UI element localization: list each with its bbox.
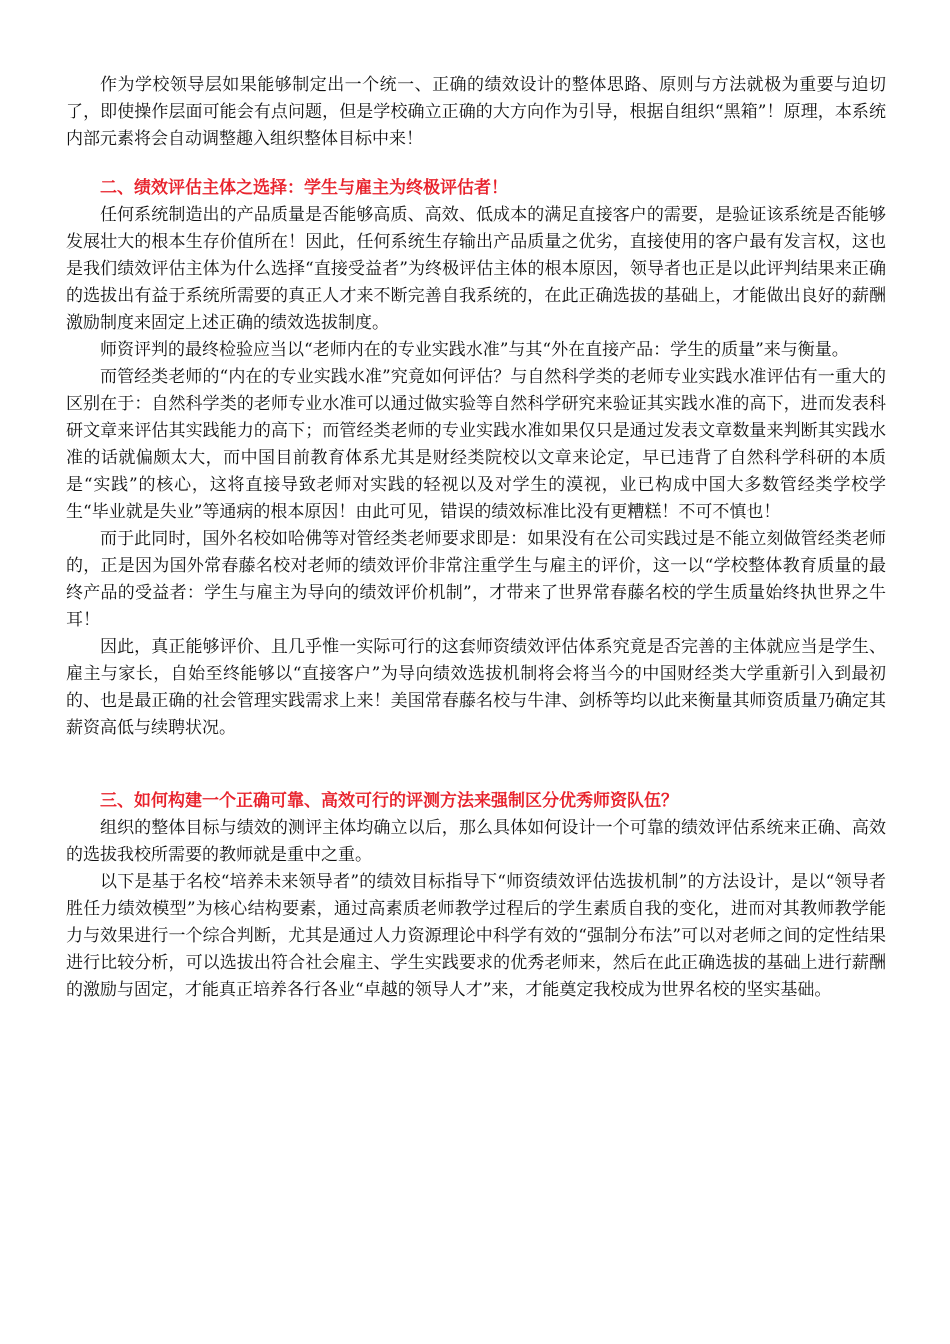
intro-paragraph: 作为学校领导层如果能够制定出一个统一、正确的绩效设计的整体思路、原则与方法就极为重要与迫切了，即使操作层面可能会有点问题，但是学校确立正确的大方向作为引导，根据自组织“黑箱”！原理，本系统内部元素将会自动调整趣入组织整体目标中来！ [66,75,886,149]
section-3-heading: 三、如何构建一个正确可靠、高效可行的评测方法来强制区分优秀师资队伍？ [100,791,678,811]
spacer [66,742,886,788]
section-2-paragraph-2: 师资评判的最终检验应当以“老师内在的专业实践水准”与其“外在直接产品：学生的质量”来与衡量。 [100,340,849,360]
section-2-paragraph-1: 任何系统制造出的产品质量是否能够高质、高效、低成本的满足直接客户的需要，是验证该系统是否能够发展壮大的根本生存价值所在！因此，任何系统生存输出产品质量之优劣，直接使用的客户最有发言权，这也是我们绩效评估主体为什么选择“直接受益者”为终极评估主体的根本原因，领导者也正是以此评判结果来正确的选拔出有益于系统所需要的真正人才来不断完善自我系统的，在此正确选拔的基础上，才能做出良好的薪酬激励制度来固定上述正确的绩效选拔制度。 [66,205,886,333]
section-2-paragraph-5: 因此，真正能够评价、且几乎惟一实际可行的这套师资绩效评估体系究竟是否完善的主体就应当是学生、雇主与家长，自始至终能够以“直接客户”为导向绩效选拔机制将会将当今的中国财经类大学重新引入到最初的、也是最正确的社会管理实践需求上来！美国常春藤名校与牛津、剑桥等均以此来衡量其师资质量乃确定其薪资高低与续聘状况。 [66,637,886,738]
section-3-paragraph-2: 以下是基于名校“培养未来领导者”的绩效目标指导下“师资绩效评估选拔机制”的方法设计，是以“领导者胜任力绩效模型”为核心结构要素，通过高素质老师教学过程后的学生素质自我的变化，进而对其教师教学能力与效果进行一个综合判断，尤其是通过人力资源理论中科学有效的“强制分布法”可以对老师之间的定性结果进行比较分析，可以选拔出符合社会雇主、学生实践要求的优秀老师来，然后在此正确选拔的基础上进行薪酬的激励与固定，才能真正培养各行各业“卓越的领导人才”来，才能奠定我校成为世界名校的坚实基础。 [66,872,886,1000]
document-page [66,72,886,1004]
section-2-heading: 二、绩效评估主体之选择：学生与雇主为终极评估者！ [100,178,508,198]
section-2-paragraph-3: 而管经类老师的“内在的专业实践水准”究竟如何评估？与自然科学类的老师专业实践水准评估有一重大的区别在于：自然科学类的老师专业水准可以通过做实验等自然科学研究来验证其实践水准的高下，进而发表科研文章来评估其实践能力的高下；而管经类老师的专业实践水准如果仅只是通过发表文章数量来判断其实践水准的话就偏颇太大，而中国目前教育体系尤其是财经类院校以文章来论定，早已违背了自然科学科研的本质是“实践”的核心，这将直接导致老师对实践的轻视以及对学生的漠视，业已构成中国大多数管经类学校学生“毕业就是失业”等通病的根本原因！由此可见，错误的绩效标准比没有更糟糕！不可不慎也！ [66,367,886,522]
section-2-paragraph-4: 而于此同时，国外名校如哈佛等对管经类老师要求即是：如果没有在公司实践过是不能立刻做管经类老师的，正是因为国外常春藤名校对老师的绩效评价非常注重学生与雇主的评价，这一以“学校整体教育质量的最终产品的受益者：学生与雇主为导向的绩效评价机制”，才带来了世界常春藤名校的学生质量始终执世界之牛耳！ [66,529,886,630]
spacer [66,153,886,175]
section-3-paragraph-1: 组织的整体目标与绩效的测评主体均确立以后，那么具体如何设计一个可靠的绩效评估系统来正确、高效的选拔我校所需要的教师就是重中之重。 [66,818,886,865]
